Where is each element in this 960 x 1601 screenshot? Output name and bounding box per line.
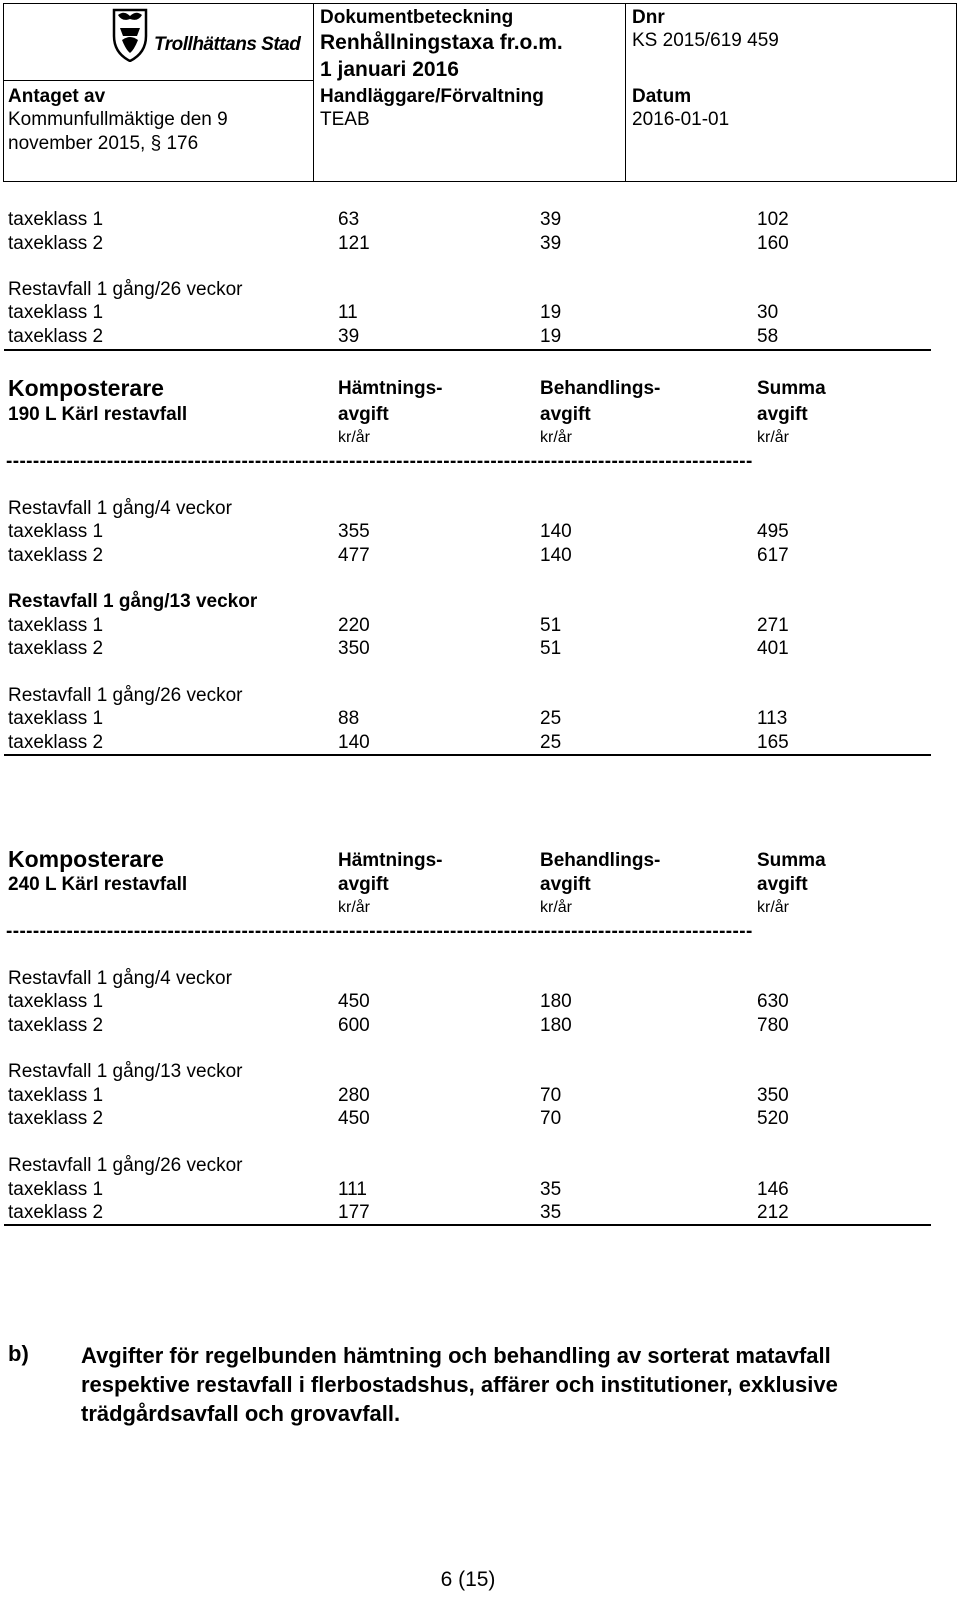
table-cell: 630 — [757, 991, 789, 1012]
col-header-fee: avgift — [540, 874, 591, 895]
table-cell: 25 — [540, 708, 562, 729]
table-cell: 140 — [338, 732, 370, 753]
header-divider — [625, 4, 626, 181]
table-cell: 19 — [540, 326, 562, 347]
adopted-label: Antaget av — [8, 86, 106, 107]
header-divider — [4, 80, 313, 81]
table-cell: 35 — [540, 1179, 562, 1200]
table-row-label: taxeklass 2 — [8, 545, 104, 566]
col-unit: kr/år — [338, 429, 370, 446]
table-cell: 88 — [338, 708, 360, 729]
group-label: Restavfall 1 gång/4 veckor — [8, 498, 232, 519]
table-divider — [4, 1224, 931, 1226]
table-cell: 450 — [338, 991, 370, 1012]
col-unit: kr/år — [757, 899, 789, 916]
table-divider — [4, 349, 931, 351]
col-header-fee: avgift — [540, 404, 591, 425]
table-cell: 520 — [757, 1108, 789, 1129]
group-label: Restavfall 1 gång/13 veckor — [8, 591, 258, 612]
table-cell: 350 — [338, 638, 370, 659]
table-cell: 146 — [757, 1179, 789, 1200]
table-cell: 70 — [540, 1108, 562, 1129]
dnr-value: KS 2015/619 459 — [632, 30, 779, 51]
table-cell: 70 — [540, 1085, 562, 1106]
section-subtitle: 240 L Kärl restavfall — [8, 874, 188, 895]
table-cell: 102 — [757, 209, 789, 230]
col-header-fee: avgift — [338, 404, 389, 425]
table-cell: 39 — [540, 233, 562, 254]
col-unit: kr/år — [540, 899, 572, 916]
handler-label: Handläggare/Förvaltning — [320, 86, 544, 107]
table-cell: 39 — [540, 209, 562, 230]
section-title: Komposterare — [8, 375, 164, 401]
col-header-collection: Hämtnings- — [338, 378, 443, 399]
group-label: Restavfall 1 gång/26 veckor — [8, 685, 243, 706]
col-unit: kr/år — [338, 899, 370, 916]
col-header-total: Summa — [757, 378, 826, 399]
col-header-fee: avgift — [757, 874, 808, 895]
logo-wordmark: Trollhättans Stad — [154, 34, 301, 55]
doc-label: Dokumentbeteckning — [320, 7, 514, 28]
table-cell: 140 — [540, 521, 572, 542]
table-row-label: taxeklass 1 — [8, 1085, 104, 1106]
table-row-label: taxeklass 2 — [8, 638, 104, 659]
table-cell: 25 — [540, 732, 562, 753]
table-row-label: taxeklass 1 — [8, 708, 104, 729]
group-label: Restavfall 1 gång/4 veckor — [8, 968, 232, 989]
table-row-label: taxeklass 1 — [8, 302, 104, 323]
table-cell: 39 — [338, 326, 360, 347]
col-header-fee: avgift — [757, 404, 808, 425]
table-cell: 30 — [757, 302, 779, 323]
table-cell: 350 — [757, 1085, 789, 1106]
municipality-coat-of-arms-logo — [110, 6, 150, 62]
table-row-label: taxeklass 2 — [8, 1108, 104, 1129]
table-divider — [4, 754, 931, 756]
table-cell: 180 — [540, 1015, 572, 1036]
handler-value: TEAB — [320, 109, 370, 130]
dashed-separator: --------------------------------------------------------------------------------------------------------------- — [6, 922, 753, 942]
table-cell: 160 — [757, 233, 789, 254]
table-row-label: taxeklass 2 — [8, 732, 104, 753]
group-label: Restavfall 1 gång/26 veckor — [8, 279, 243, 300]
table-cell: 121 — [338, 233, 370, 254]
dashed-separator: --------------------------------------------------------------------------------------------------------------- — [6, 452, 753, 472]
table-cell: 180 — [540, 991, 572, 1012]
doc-title-line2: 1 januari 2016 — [320, 58, 459, 81]
table-cell: 600 — [338, 1015, 370, 1036]
table-row-label: taxeklass 2 — [8, 1015, 104, 1036]
table-row-label: taxeklass 2 — [8, 233, 104, 254]
col-unit: kr/år — [757, 429, 789, 446]
table-cell: 51 — [540, 638, 562, 659]
table-cell: 355 — [338, 521, 370, 542]
table-cell: 220 — [338, 615, 370, 636]
group-label: Restavfall 1 gång/13 veckor — [8, 1061, 243, 1082]
table-cell: 51 — [540, 615, 562, 636]
group-label: Restavfall 1 gång/26 veckor — [8, 1155, 243, 1176]
date-label: Datum — [632, 86, 692, 107]
table-cell: 58 — [757, 326, 779, 347]
table-cell: 280 — [338, 1085, 370, 1106]
table-cell: 165 — [757, 732, 789, 753]
table-row-label: taxeklass 2 — [8, 326, 104, 347]
table-row-label: taxeklass 1 — [8, 615, 104, 636]
adopted-line1: Kommunfullmäktige den 9 — [8, 109, 228, 130]
table-row-label: taxeklass 2 — [8, 1202, 104, 1223]
col-header-fee: avgift — [338, 874, 389, 895]
section-title: Komposterare — [8, 846, 164, 872]
table-cell: 19 — [540, 302, 562, 323]
table-row-label: taxeklass 1 — [8, 991, 104, 1012]
table-cell: 35 — [540, 1202, 562, 1223]
page-number: 6 (15) — [440, 1568, 496, 1591]
table-cell: 271 — [757, 615, 789, 636]
dnr-label: Dnr — [632, 7, 665, 28]
col-header-collection: Hämtnings- — [338, 850, 443, 871]
table-cell: 617 — [757, 545, 789, 566]
table-row-label: taxeklass 1 — [8, 521, 104, 542]
table-cell: 780 — [757, 1015, 789, 1036]
doc-title-line1: Renhållningstaxa fr.o.m. — [320, 31, 563, 54]
table-cell: 212 — [757, 1202, 789, 1223]
col-unit: kr/år — [540, 429, 572, 446]
table-cell: 450 — [338, 1108, 370, 1129]
header-divider — [313, 4, 314, 181]
table-row-label: taxeklass 1 — [8, 1179, 104, 1200]
date-value: 2016-01-01 — [632, 109, 730, 130]
table-cell: 401 — [757, 638, 789, 659]
list-marker: b) — [8, 1341, 29, 1366]
table-cell: 140 — [540, 545, 572, 566]
table-cell: 113 — [757, 708, 788, 729]
col-header-total: Summa — [757, 850, 826, 871]
section-subtitle: 190 L Kärl restavfall — [8, 404, 188, 425]
adopted-line2: november 2015, § 176 — [8, 133, 199, 154]
table-row-label: taxeklass 1 — [8, 209, 104, 230]
table-cell: 111 — [338, 1179, 367, 1200]
col-header-treatment: Behandlings- — [540, 850, 661, 871]
col-header-treatment: Behandlings- — [540, 378, 661, 399]
table-cell: 11 — [338, 302, 358, 323]
section-heading-b: Avgifter för regelbunden hämtning och behandling av sorterat matavfall respektive restavfall i flerbostadshus, affärer och institutioner, exklusive trädgårdsavfall och grovavfall. — [81, 1343, 838, 1426]
table-cell: 477 — [338, 545, 370, 566]
table-cell: 495 — [757, 521, 789, 542]
table-cell: 63 — [338, 209, 360, 230]
table-cell: 177 — [338, 1202, 370, 1223]
